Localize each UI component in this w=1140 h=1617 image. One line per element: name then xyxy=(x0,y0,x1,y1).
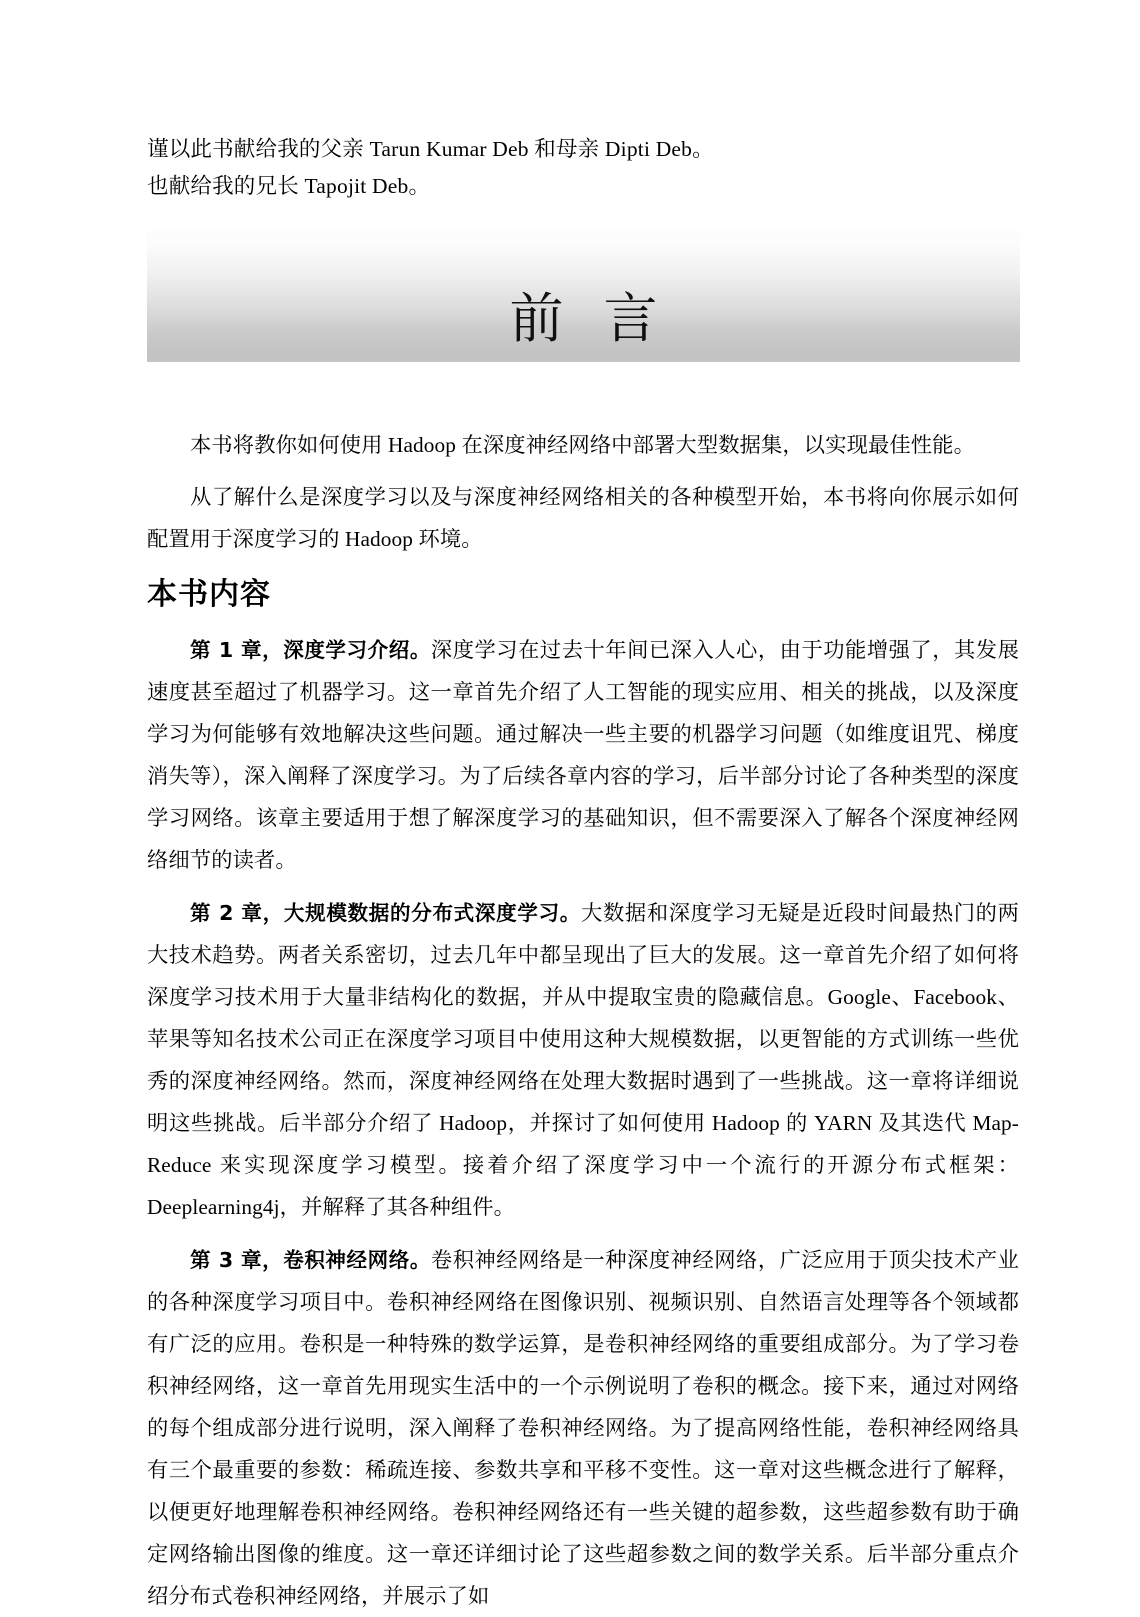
chapter-summary-1 xyxy=(147,629,1019,881)
chapter-text-2: 大数据和深度学习无疑是近段时间最热门的两大技术趋势。两者关系密切，过去几年中都呈现出了巨大的发展。这一章首先介绍了如何将深度学习技术用于大量非结构化的数据，并从中提取宝贵的隐藏信息。Google、Facebook、苹果等知名技术公司正在深度学习项目中使用这种大规模数据，以更智能的方式训练一些优秀的深度神经网络。然而，深度神经网络在处理大数据时遇到了一些挑战。这一章将详细说明这些挑战。后半部分介绍了 Hadoop，并探讨了如何使用 Hadoop 的 YARN 及其迭代 Map-Reduce 来实现深度学习模型。接着介绍了深度学习中一个流行的开源分布式框架：Deeplearning4j，并解释了其各种组件。 xyxy=(147,901,1019,1219)
chapter-text-1: 深度学习在过去十年间已深入人心，由于功能增强了，其发展速度甚至超过了机器学习。这一章首先介绍了人工智能的现实应用、相关的挑战，以及深度学习为何能够有效地解决这些问题。通过解决一些主要的机器学习问题（如维度诅咒、梯度消失等），深入阐释了深度学习。为了后续各章内容的学习，后半部分讨论了各种类型的深度学习网络。该章主要适用于想了解深度学习的基础知识，但不需要深入了解各个深度神经网络细节的读者。 xyxy=(147,638,1019,872)
intro-paragraph-2: 从了解什么是深度学习以及与深度神经网络相关的各种模型开始，本书将向你展示如何配置用于深度学习的 Hadoop 环境。 xyxy=(147,485,1019,551)
chapter-summary-3 xyxy=(147,1239,1019,1617)
chapter-text-3: 卷积神经网络是一种深度神经网络，广泛应用于顶尖技术产业的各种深度学习项目中。卷积神经网络在图像识别、视频识别、自然语言处理等各个领域都有广泛的应用。卷积是一种特殊的数学运算，是卷积神经网络的重要组成部分。为了学习卷积神经网络，这一章首先用现实生活中的一个示例说明了卷积的概念。接下来，通过对网络的每个组成部分进行说明，深入阐释了卷积神经网络。为了提高网络性能，卷积神经网络具有三个最重要的参数：稀疏连接、参数共享和平移不变性。这一章对这些概念进行了解释，以便更好地理解卷积神经网络。卷积神经网络还有一些关键的超参数，这些超参数有助于确定网络输出图像的维度。这一章还详细讨论了这些超参数之间的数学关系。后半部分重点介绍分布式卷积神经网络，并展示了如 xyxy=(147,1248,1019,1608)
chapter-lead-3: 第 3 章，卷积神经网络。 xyxy=(190,1248,431,1272)
intro-block xyxy=(147,424,1019,560)
section-heading-contents: 本书内容 xyxy=(147,577,271,612)
dedication-line-1: 谨以此书献给我的父亲 Tarun Kumar Deb 和母亲 Dipti Deb。 xyxy=(147,137,714,161)
chapter-summaries-block xyxy=(147,629,1019,1617)
preface-title: 前言 xyxy=(509,287,698,350)
chapter-lead-1: 第 1 章，深度学习介绍。 xyxy=(190,638,431,662)
chapter-summary-2 xyxy=(147,892,1019,1228)
dedication-line-2: 也献给我的兄长 Tapojit Deb。 xyxy=(147,174,431,198)
intro-paragraph-1: 本书将教你如何使用 Hadoop 在深度神经网络中部署大型数据集，以实现最佳性能。 xyxy=(190,433,975,457)
preface-banner xyxy=(147,230,1020,362)
dedication-block xyxy=(147,131,1027,205)
chapter-lead-2: 第 2 章，大规模数据的分布式深度学习。 xyxy=(190,901,582,925)
